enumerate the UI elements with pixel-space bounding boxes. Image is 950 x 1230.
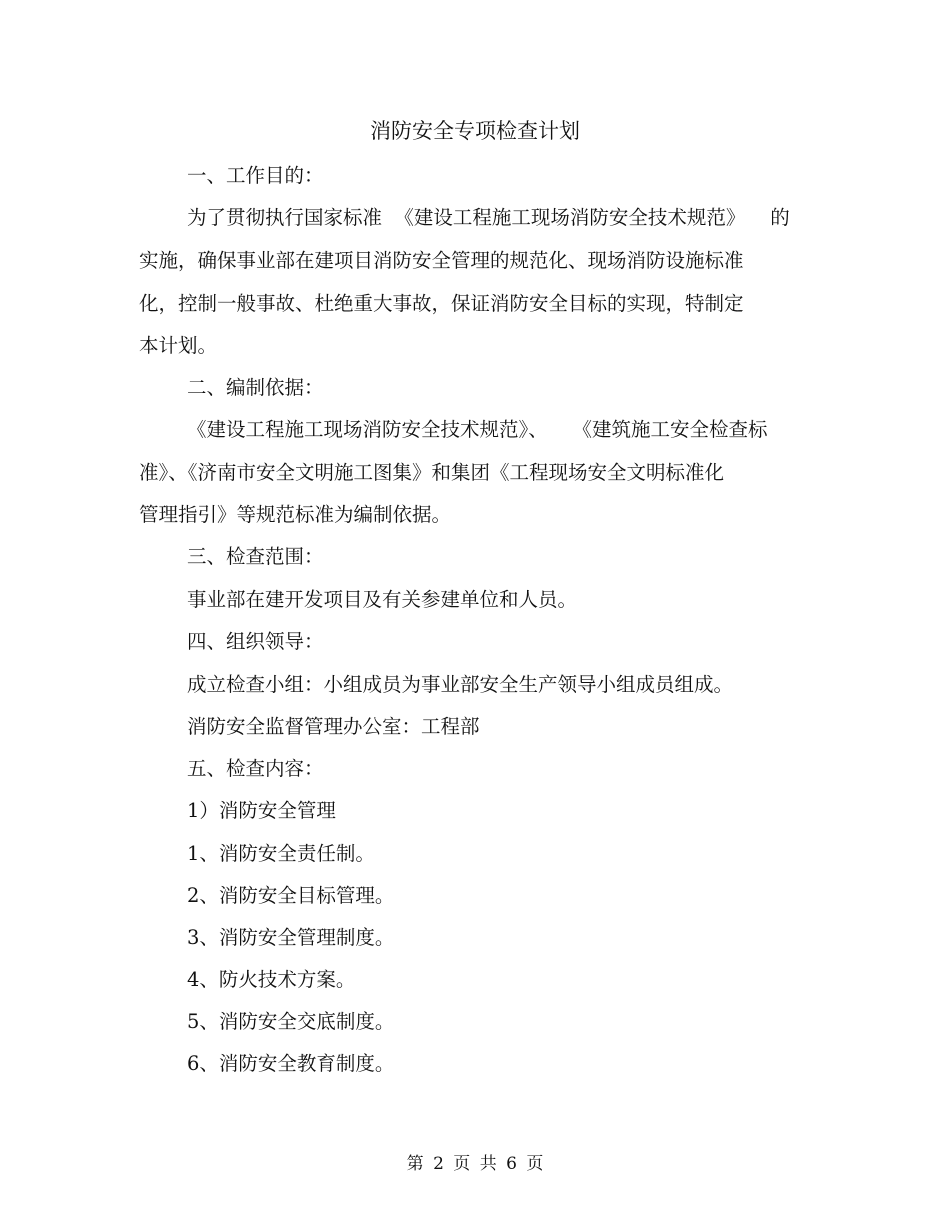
list-item: 1、消防安全责任制。 <box>187 842 375 865</box>
page-number-footer: 第 2 页 共 6 页 <box>406 1154 544 1174</box>
paragraph-line: 准》、《济南市安全文明施工图集》和集团《工程现场安全文明标准化 <box>139 461 725 484</box>
list-item: 4、防火技术方案。 <box>187 968 356 991</box>
section-heading-purpose: 一、工作目的： <box>187 164 324 187</box>
list-item: 3、消防安全管理制度。 <box>187 926 395 949</box>
paragraph-line: 为了贯彻执行国家标准 《建设工程施工现场消防安全技术规范》 的 <box>187 206 790 229</box>
section-heading-basis: 二、编制依据： <box>187 376 324 399</box>
paragraph-line: 消防安全监督管理办公室：工程部 <box>187 715 480 738</box>
section-heading-leadership: 四、组织领导： <box>187 630 324 653</box>
section-heading-scope: 三、检查范围： <box>187 545 324 568</box>
paragraph-line: 事业部在建开发项目及有关参建单位和人员。 <box>187 588 578 611</box>
list-item: 5、消防安全交底制度。 <box>187 1010 395 1033</box>
paragraph-line: 实施，确保事业部在建项目消防安全管理的规范化、现场消防设施标准 <box>139 249 744 272</box>
document-title: 消防安全专项检查计划 <box>370 119 580 143</box>
list-item: 2、消防安全目标管理。 <box>187 884 395 907</box>
paragraph-line: 化，控制一般事故、杜绝重大事故，保证消防安全目标的实现，特制定 <box>139 292 744 315</box>
section-heading-content: 五、检查内容： <box>187 757 324 780</box>
list-subheading: 1）消防安全管理 <box>187 799 336 822</box>
paragraph-line: 成立检查小组：小组成员为事业部安全生产领导小组成员组成。 <box>187 673 734 696</box>
paragraph-line: 管理指引》等规范标准为编制依据。 <box>139 503 452 526</box>
paragraph-line: 本计划。 <box>139 334 218 357</box>
paragraph-line: 《建设工程施工现场消防安全技术规范》、 《建筑施工安全检查标 <box>187 418 768 441</box>
list-item: 6、消防安全教育制度。 <box>187 1052 395 1075</box>
